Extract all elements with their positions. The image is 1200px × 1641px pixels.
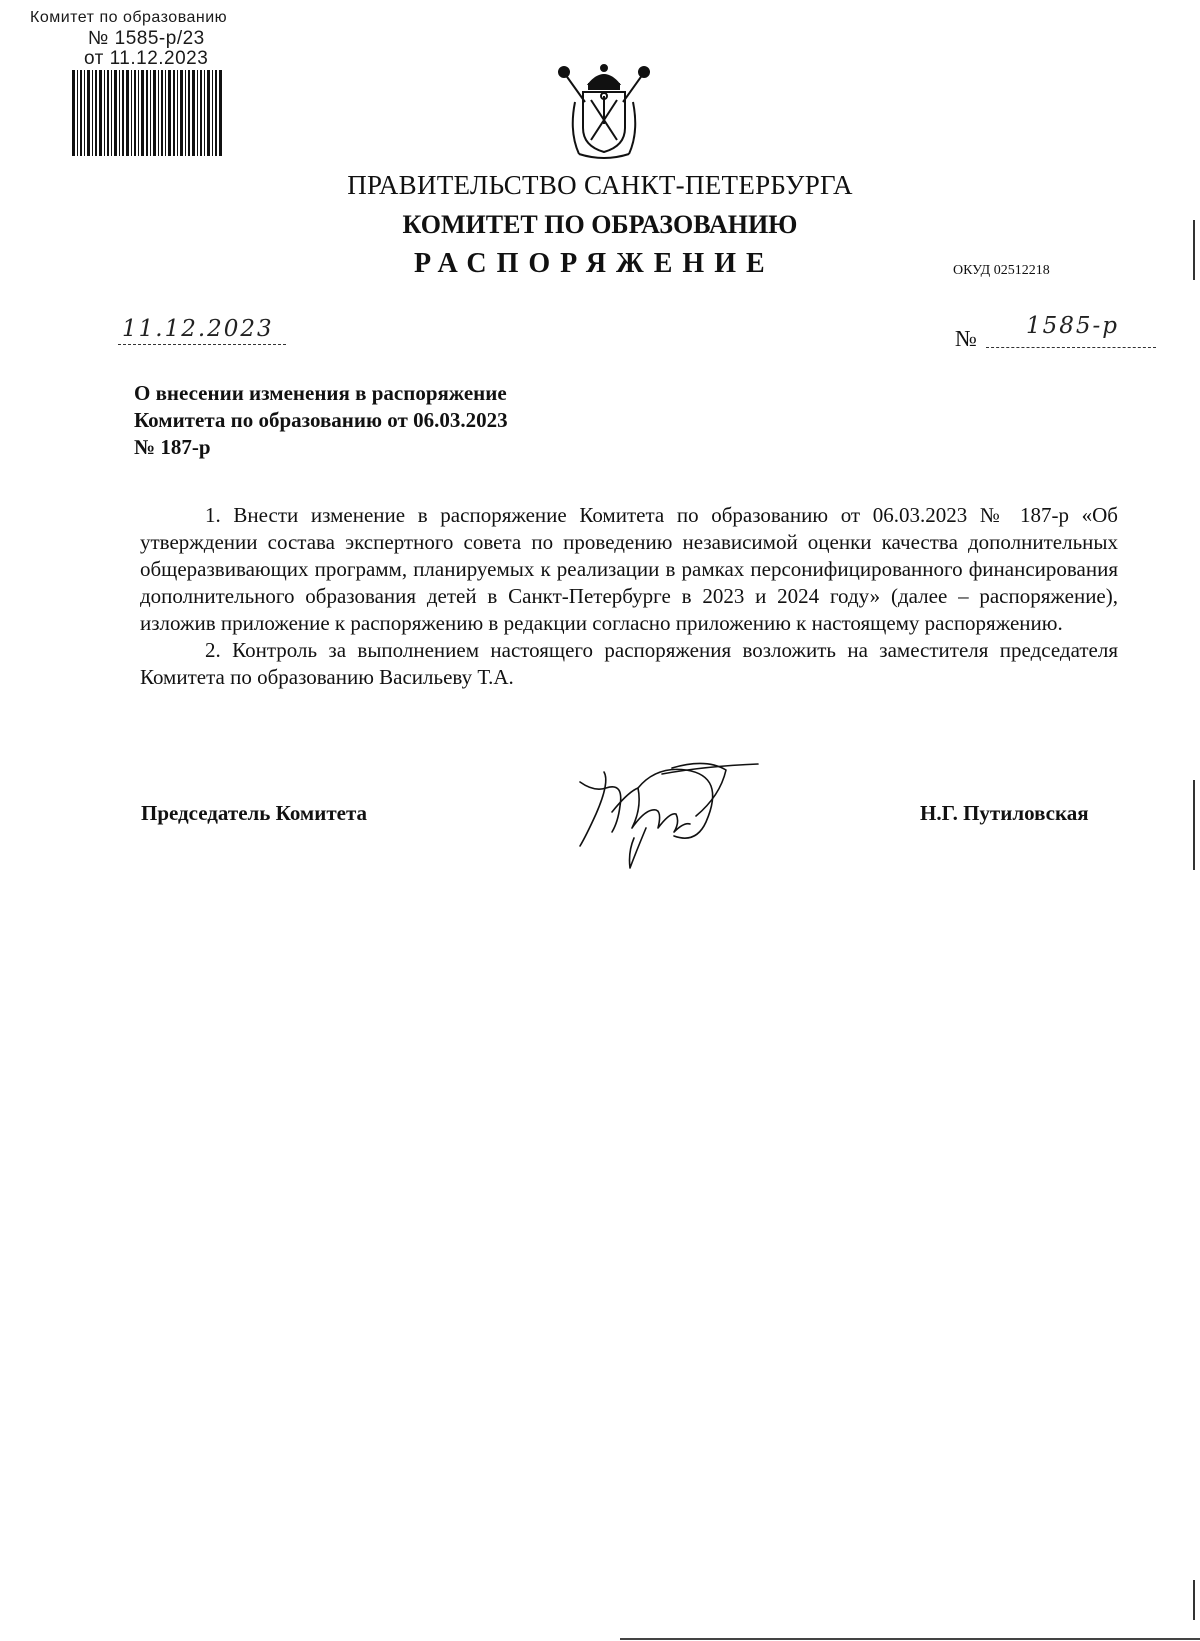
subject-line: Комитета по образованию от 06.03.2023: [134, 408, 508, 432]
committee-title: КОМИТЕТ ПО ОБРАЗОВАНИЮ: [402, 210, 798, 239]
number-label: №: [955, 326, 977, 351]
handwritten-signature-icon: [576, 752, 760, 870]
paragraph: 1. Внести изменение в распоряжение Комитета по образованию от 06.03.2023 № 187-р «Об утверждении состава экспертного совета по проведению независимой оценки качества дополнительных общеразвивающих программ, планируемых к реализации в рамках персонифицированного финансирования дополнительного образования детей в Санкт-Петербурге в 2023 и 2024 году» (далее – распоряжение), изложив приложение к распоряжению в редакции согласно приложению к настоящему распоряжению.: [140, 503, 1118, 635]
signatory-role: Председатель Комитета: [141, 801, 368, 825]
government-title: ПРАВИТЕЛЬСТВО САНКТ-ПЕТЕРБУРГА: [347, 170, 853, 200]
scan-edge: [620, 1638, 1200, 1640]
paragraph: 2. Контроль за выполнением настоящего распоряжения возложить на заместителя председателя Комитета по образованию Васильеву Т.А.: [140, 638, 1118, 689]
stamp-date: от 11.12.2023: [84, 48, 209, 69]
document-body: [140, 502, 1118, 691]
subject-line: О внесении изменения в распоряжение: [134, 381, 507, 405]
barcode-icon: [72, 70, 222, 156]
handwritten-date: 11.12.2023: [122, 316, 274, 342]
subject-line: № 187-р: [134, 435, 211, 459]
okud-code: ОКУД 02512218: [953, 263, 1050, 278]
document-type: РАСПОРЯЖЕНИЕ: [414, 248, 775, 279]
coat-of-arms-icon: [555, 62, 653, 162]
document-subject: [134, 380, 654, 461]
stamp-org: Комитет по образованию: [30, 9, 228, 26]
scan-edge: [1193, 0, 1195, 1641]
signatory-name: Н.Г. Путиловская: [920, 801, 1089, 825]
handwritten-number: 1585-р: [1026, 313, 1120, 339]
stamp-number: № 1585-р/23: [88, 28, 205, 49]
